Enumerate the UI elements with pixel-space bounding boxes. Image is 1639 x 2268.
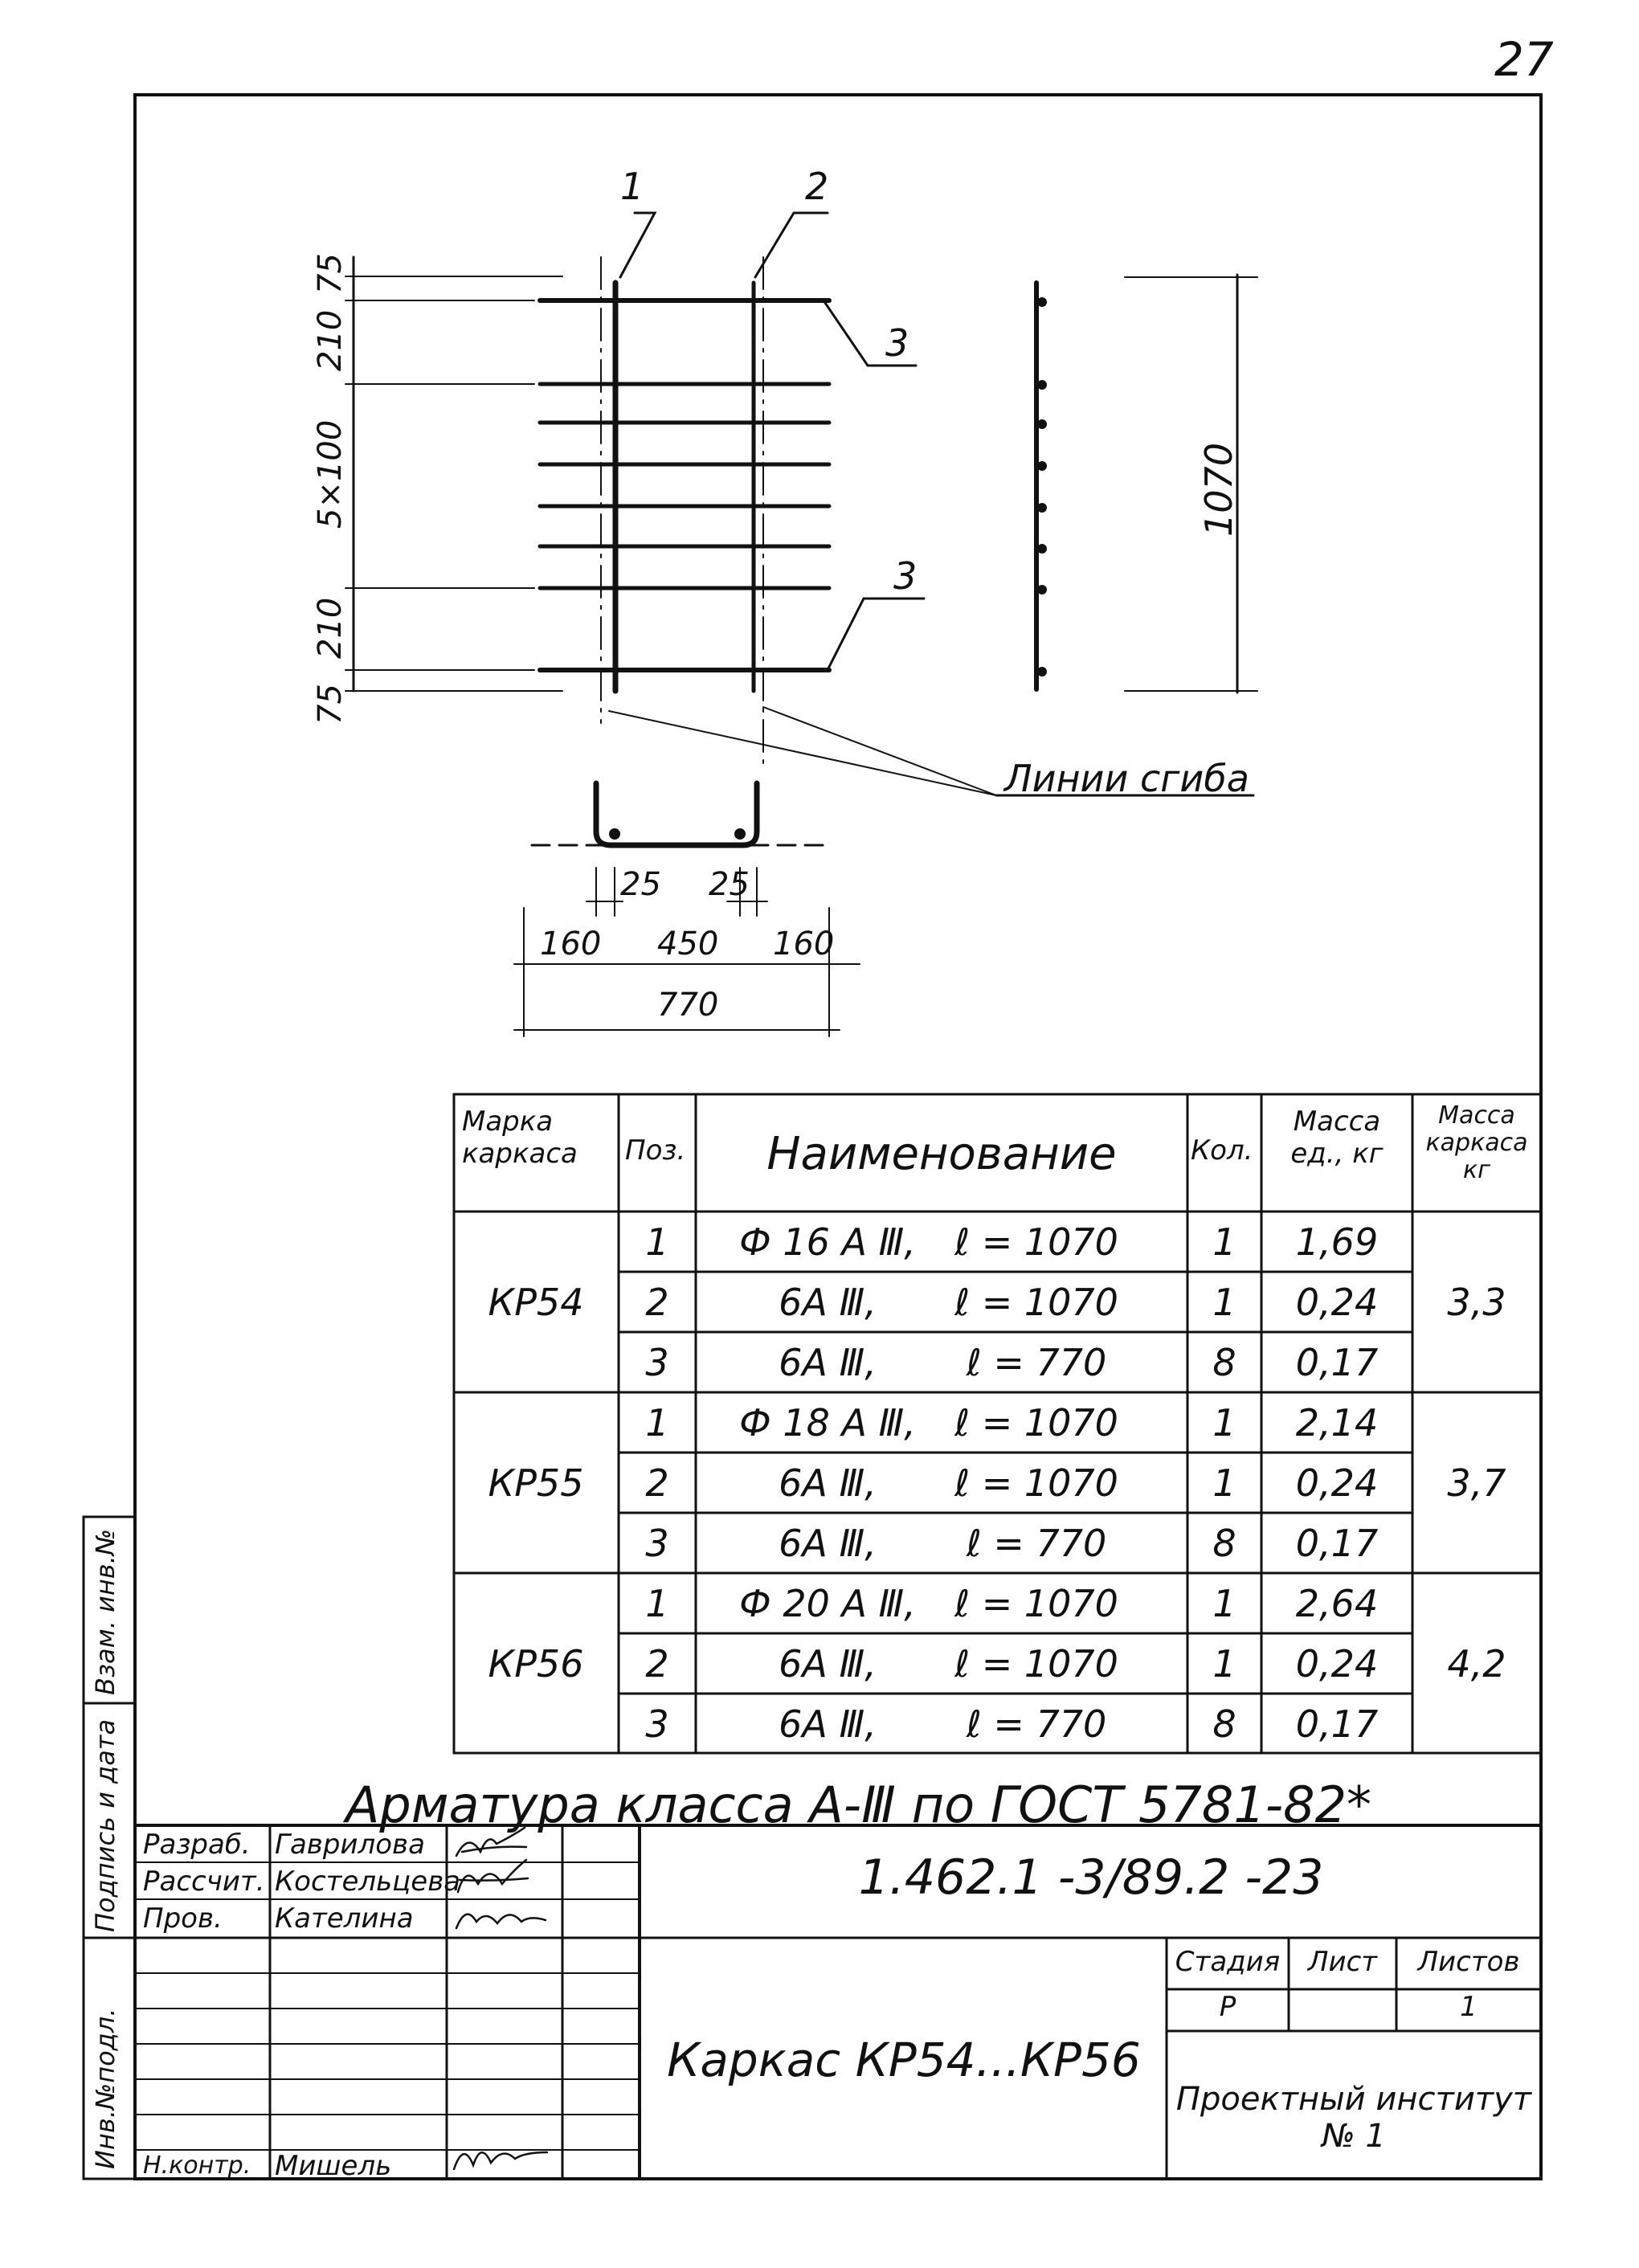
- position-number: 1: [645, 1400, 669, 1445]
- stamp-sign-date: Подпись и дата: [90, 1718, 121, 1932]
- pos-label-3-top: 3: [885, 321, 909, 365]
- dim-height-1070: 1070: [1197, 442, 1240, 537]
- stamp-inv-no: Инв.№подл.: [90, 2008, 121, 2169]
- frame-mark: КР54: [488, 1280, 584, 1324]
- dim-5x100: 5×100: [312, 419, 349, 529]
- unit-mass: 0,24: [1295, 1280, 1379, 1324]
- bend-leader: [609, 711, 996, 795]
- position-number: 3: [645, 1521, 669, 1565]
- bar-diameter: 6А Ⅲ,: [779, 1521, 877, 1565]
- role-norm-control: Н.контр.: [143, 2152, 251, 2180]
- quantity: 8: [1212, 1702, 1236, 1746]
- bar-diameter: 6А Ⅲ,: [779, 1340, 877, 1384]
- stamp-replace-inv: Взам. инв.№: [90, 1528, 121, 1695]
- role-checked: Пров.: [143, 1902, 223, 1935]
- sheets-header: Листов: [1417, 1946, 1520, 1978]
- frame-mass: 3,7: [1447, 1461, 1506, 1505]
- bar-length: ℓ = 1070: [954, 1461, 1118, 1505]
- quantity: 8: [1212, 1521, 1236, 1565]
- pos-label-2: 2: [805, 165, 829, 208]
- dim-210-top: 210: [312, 309, 349, 371]
- sheets-value: 1: [1460, 1991, 1478, 2023]
- dim-160-right: 160: [773, 926, 835, 962]
- dim-75-bottom: 75: [312, 684, 349, 725]
- quantity: 1: [1212, 1581, 1236, 1625]
- stage-header: Стадия: [1175, 1946, 1281, 1978]
- bar-diameter: 6А Ⅲ,: [779, 1280, 877, 1324]
- stage-value: Р: [1219, 1991, 1236, 2023]
- left-dimension-chain: [345, 257, 562, 691]
- frame-mark: КР55: [488, 1461, 584, 1505]
- header-unit-mass: Масса ед., кг: [1290, 1105, 1384, 1170]
- document-title: Каркас КР54...КР56: [667, 2033, 1141, 2087]
- bend-lines-label: Линии сгиба: [1004, 757, 1249, 800]
- page-number: 27: [1494, 32, 1554, 87]
- position-number: 2: [645, 1641, 669, 1686]
- bar-diameter: Ф 16 А Ⅲ,: [739, 1220, 916, 1264]
- name-developer: Гаврилова: [275, 1829, 425, 1861]
- unit-mass: 2,64: [1295, 1581, 1379, 1625]
- steel-class-note: Арматура класса А-Ⅲ по ГОСТ 5781-82*: [345, 1776, 1372, 1834]
- header-pos: Поз.: [625, 1134, 686, 1167]
- name-calculated: Костельцева: [275, 1865, 461, 1898]
- leader-pos3-bottom: [828, 599, 924, 670]
- bar-length: ℓ = 1070: [954, 1280, 1118, 1324]
- position-number: 1: [645, 1220, 669, 1264]
- position-number: 1: [645, 1581, 669, 1625]
- quantity: 1: [1212, 1641, 1236, 1686]
- frame-mass: 3,3: [1447, 1280, 1506, 1324]
- bar-length: ℓ = 1070: [954, 1641, 1118, 1686]
- frame-mark: КР56: [488, 1641, 584, 1686]
- frame-plan: [540, 213, 1253, 795]
- bend-leader: [763, 707, 996, 795]
- header-frame-mass: Масса каркаса кг: [1425, 1101, 1528, 1184]
- position-number: 3: [645, 1340, 669, 1384]
- unit-mass: 0,17: [1295, 1702, 1379, 1746]
- dim-cover-right: 25: [709, 866, 750, 903]
- dim-450: 450: [657, 926, 719, 962]
- pos-label-3-bottom: 3: [893, 554, 918, 598]
- bar-diameter: Ф 20 А Ⅲ,: [739, 1581, 916, 1625]
- role-developer: Разраб.: [143, 1829, 251, 1861]
- unit-mass: 2,14: [1295, 1400, 1379, 1445]
- dim-210-bottom: 210: [312, 597, 349, 659]
- quantity: 8: [1212, 1340, 1236, 1384]
- bar-length: ℓ = 1070: [954, 1220, 1118, 1264]
- position-number: 2: [645, 1280, 669, 1324]
- header-mark: Марка каркаса: [462, 1105, 578, 1170]
- dim-160-left: 160: [540, 926, 602, 962]
- frame-mass: 4,2: [1447, 1641, 1506, 1686]
- leader-pos1: [620, 213, 655, 277]
- position-number: 3: [645, 1702, 669, 1746]
- leader-pos2: [755, 213, 828, 277]
- bar-diameter: 6А Ⅲ,: [779, 1702, 877, 1746]
- quantity: 1: [1212, 1220, 1236, 1264]
- bar-length: ℓ = 770: [966, 1702, 1107, 1746]
- quantity: 1: [1212, 1280, 1236, 1324]
- bar-diameter: 6А Ⅲ,: [779, 1461, 877, 1505]
- bar-diameter: 6А Ⅲ,: [779, 1641, 877, 1686]
- name-norm-control: Мишель: [275, 2150, 392, 2182]
- pos-label-1: 1: [620, 165, 644, 208]
- quantity: 1: [1212, 1400, 1236, 1445]
- name-checked: Кателина: [275, 1902, 414, 1935]
- unit-mass: 1,69: [1295, 1220, 1379, 1264]
- sheet-header: Лист: [1307, 1946, 1378, 1978]
- unit-mass: 0,17: [1295, 1521, 1379, 1565]
- bar-diameter: Ф 18 А Ⅲ,: [739, 1400, 916, 1445]
- signatures: [454, 1828, 547, 2169]
- bar-length: ℓ = 1070: [954, 1581, 1118, 1625]
- role-calculated: Рассчит.: [143, 1865, 265, 1898]
- bar-length: ℓ = 770: [966, 1340, 1107, 1384]
- bar-length: ℓ = 1070: [954, 1400, 1118, 1445]
- dim-770-total: 770: [657, 987, 719, 1024]
- unit-mass: 0,24: [1295, 1461, 1379, 1505]
- dim-75-top: 75: [312, 253, 349, 294]
- organization: Проектный институт № 1: [1175, 2081, 1532, 2155]
- dim-cover-left: 25: [620, 866, 661, 903]
- unit-mass: 0,24: [1295, 1641, 1379, 1686]
- header-name: Наименование: [766, 1128, 1117, 1180]
- bar-length: ℓ = 770: [966, 1521, 1107, 1565]
- unit-mass: 0,17: [1295, 1340, 1379, 1384]
- quantity: 1: [1212, 1461, 1236, 1505]
- document-code: 1.462.1 -3/89.2 -23: [858, 1849, 1324, 1906]
- header-qty: Кол.: [1191, 1134, 1253, 1167]
- position-number: 2: [645, 1461, 669, 1505]
